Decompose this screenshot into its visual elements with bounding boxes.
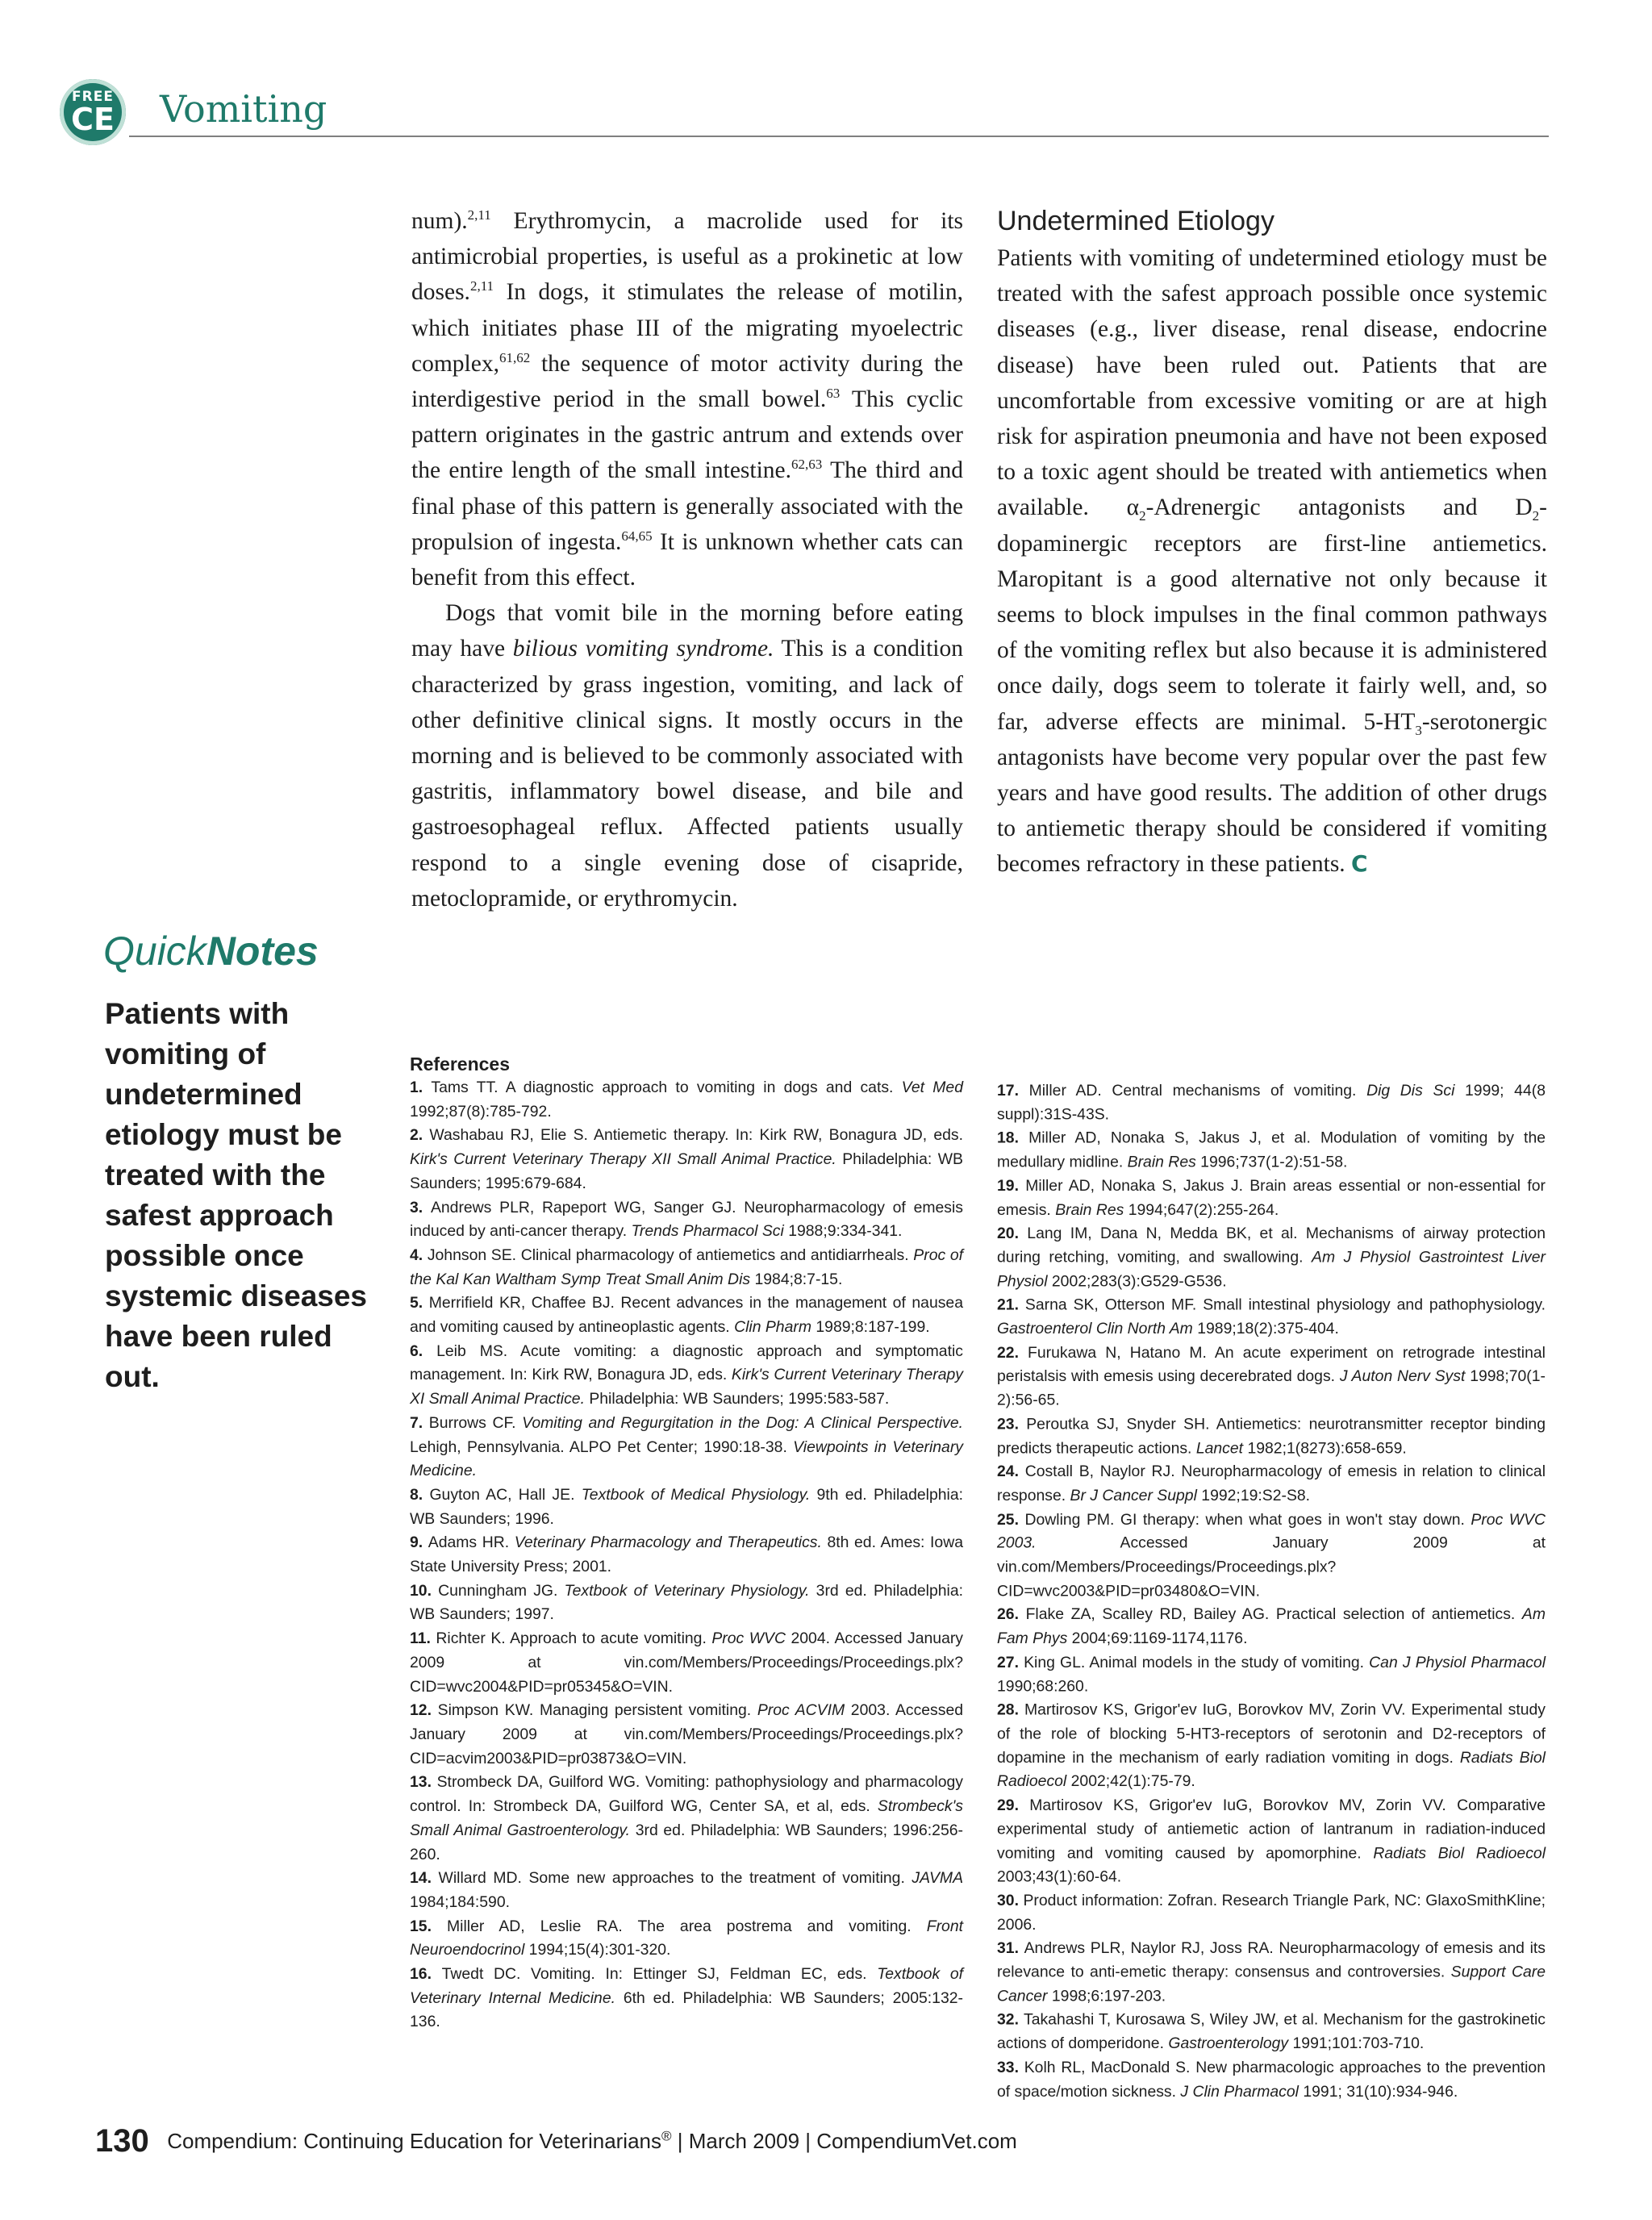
citation: 2,11 [467,207,491,223]
text-span: It is unknown whether cats can benefit from this effect. [411,528,963,591]
reference-text: Peroutka SJ, Snyder SH. Antiemetics: neurotransmitter receptor binding predicts therapeutic actions. [997,1415,1546,1457]
reference-text: 6th ed. Philadelphia: WB Saunders; 2005:132-136. [410,1988,963,2031]
text-span: -dopaminergic receptors are first-line antiemetics. Maropitant is a good alternative not only because it seems to block impulses in the final common pathways of the vomiting reflex but also because it is administered once daily, dogs seem to tolerate it fairly well, and, so far, adverse effects are minimal. 5-HT [997,494,1547,735]
reference-text: 1988;9:334-341. [783,1222,903,1241]
badge-free-label: FREE [72,88,114,105]
reference-source: Br J Cancer Suppl [1070,1487,1197,1504]
reference-source: Front Neuroendocrinol [410,1917,963,1959]
reference-text: Tams TT. A diagnostic approach to vomiting in dogs and cats. [431,1079,902,1096]
reference-item [997,1413,1546,1460]
page-number: 130 [95,2123,149,2159]
journal-name: Compendium: Continuing Education for Veterinarians [167,2129,662,2153]
reference-source: Textbook of Medical Physiology. [581,1485,811,1504]
quick-notes-title-b: Notes [206,928,319,974]
text-span: The third and final phase of this pattern is generally associated with the propulsion of ingesta. [411,457,963,555]
text-span: -Adrenergic antagonists and D [1145,494,1533,521]
reference-number: 20. [997,1225,1028,1243]
reference-text: Furukawa N, Hatano M. An acute experiment on retrograde intestinal peristalsis with emesis using decerebrated dogs. [997,1343,1546,1386]
reference-text: 1984;8:7-15. [750,1270,843,1288]
reference-number: 28. [997,1700,1024,1719]
reference-text: 3rd ed. Philadelphia: WB Saunders; 1996:256-260. [410,1821,963,1863]
reference-number: 9. [410,1534,428,1552]
reference-item [997,1509,1546,1604]
reference-source: Proc of the Kal Kan Waltham Symp Treat Small Anim Dis [410,1246,963,1288]
reference-number: 14. [410,1869,439,1888]
page-footer [95,2123,1017,2159]
reference-number: 7. [410,1413,429,1432]
reference-number: 24. [997,1463,1025,1481]
paragraph-undetermined-etiology [997,240,1547,883]
reference-text: Willard MD. Some new approaches to the treatment of vomiting. [438,1869,912,1888]
reference-number: 31. [997,1939,1024,1958]
reference-source: Support Care Cancer [997,1963,1546,2005]
reference-text: Kolh RL, MacDonald S. New pharmacologic approaches to the prevention of space/motion sickness. [997,2058,1546,2101]
reference-item [410,1483,963,1531]
reference-number: 17. [997,1081,1029,1100]
text-span: -serotonergic antagonists have become very popular over the past few years and have good results. The addition of other drugs to antiemetic therapy should be considered if vomiting becomes refractory in these patients. [997,708,1547,878]
reference-source: Am Fam Phys [997,1605,1546,1648]
reference-source: Can J Physiol Pharmacol [1369,1653,1546,1671]
reference-source: Proc ACVIM [757,1701,845,1720]
reference-source: Clin Pharm [734,1318,811,1337]
reference-number: 15. [410,1917,448,1935]
header-divider [129,136,1549,137]
reference-source: Kirk's Current Veterinary Therapy XII Small Animal Practice. [410,1150,836,1169]
reference-text: Sarna SK, Otterson MF. Small intestinal physiology and pathophysiology. [1024,1296,1546,1314]
reference-text: Miller AD, Nonaka S, Jakus J, et al. Modulation of vomiting by the medullary midline. [997,1129,1546,1171]
text-span: Patients with vomiting of undetermined etiology must be treated with the safest approach possible once systemic diseases (e.g., liver disease, renal disease, endocrine disease) have been ruled out. Patients that are uncomfortable from excessive vomiting or are at high risk for aspiration pneumonia and have not been exposed to a toxic agent should be treated with antiemetics when available. [997,245,1547,521]
syndrome-term: bilious vomiting syndrome. [512,636,774,662]
reference-item [997,1079,1546,1127]
footer-date-site: | March 2009 | CompendiumVet.com [671,2129,1017,2153]
reference-number: 16. [410,1965,442,1984]
reference-item [410,1292,963,1339]
reference-source: Gastroenterol Clin North Am [997,1320,1193,1338]
citation: 64,65 [621,528,653,544]
reference-number: 21. [997,1296,1025,1314]
reference-text: 1991; 31(10):934-946. [1298,2082,1458,2101]
reference-item [997,1889,1546,1937]
reference-item [410,1124,963,1196]
reference-source: Textbook of Veterinary Physiology. [564,1581,810,1600]
reference-item [410,1244,963,1292]
reference-source: Dig Dis Sci [1366,1081,1455,1100]
reference-number: 11. [410,1630,436,1648]
citation: 61,62 [499,349,531,365]
reference-text: Dowling PM. GI therapy: when what goes in won't stay down. [1024,1510,1471,1529]
reference-item [410,1196,963,1244]
reference-source: Viewpoints in Veterinary Medicine. [410,1438,963,1480]
reference-source: Brain Res [1055,1200,1124,1219]
reference-item [997,2056,1546,2104]
reference-item [997,1651,1546,1699]
reference-text: Accessed January 2009 at vin.com/Members/Proceedings/Proceedings.plx?CID=wvc2003&PID=pr03480&O=VIN. [997,1534,1546,1600]
references-right-column [997,1079,1546,2104]
reference-text: Simpson KW. Managing persistent vomiting. [437,1701,757,1720]
reference-text: Burrows CF. [428,1413,523,1432]
reference-item [410,1963,963,2034]
reference-text: Martirosov KS, Grigor'ev IuG, Borovkov MV, Zorin VV. Comparative experimental study of antiemetic action of lantranum in radiation-induced vomiting and vomiting caused by apomorphine. [997,1796,1546,1862]
reference-text: 2003;43(1):60-64. [997,1867,1122,1886]
reference-text: 1992;87(8):785-792. [410,1102,552,1120]
reference-number: 3. [410,1198,431,1216]
reference-text: 2002;42(1):75-79. [1066,1772,1195,1791]
reference-text: Costall B, Naylor RJ. Neuropharmacology of emesis in relation to clinical response. [997,1463,1546,1504]
subscript: 2 [1139,508,1146,524]
reference-text: Leib MS. Acute vomiting: a diagnostic approach and symptomatic management. In: Kirk RW, Bonagura JD, eds. [410,1342,963,1384]
reference-source: Lancet [1195,1439,1244,1457]
reference-text: Philadelphia: WB Saunders; 1995:583-587. [584,1390,890,1408]
reference-text: 9th ed. Philadelphia: WB Saunders; 1996. [410,1485,963,1528]
reference-source: J Auton Nerv Syst [1339,1367,1466,1386]
reference-item [997,1294,1546,1342]
reference-source: Proc WVC 2003. [997,1510,1546,1553]
reference-source: Vet Med [901,1079,963,1096]
text-span: This is a condition characterized by grass ingestion, vomiting, and lack of other definitive clinical signs. It mostly occurs in the morning and is believed to be commonly associated with gastritis, inflammatory bowel disease, and bile and gastroesophageal reflux. Affected patients usually respond to a single evening dose of cisapride, metoclopramide, or erythromycin. [411,636,963,912]
badge-ce-label: CE [71,101,115,137]
quick-notes-text: Patients with vomiting of undetermined etiology must be treated with the safest approach possible once systemic diseases have been ruled out. [105,997,368,1393]
references-heading: References [410,1054,511,1075]
reference-text: Philadelphia: WB Saunders; 1995:679-684. [410,1150,963,1192]
reference-item [410,1915,963,1963]
reference-text: Andrews PLR, Naylor RJ, Joss RA. Neuropharmacology of emesis and its relevance to anti-emetic therapy: consensus and controversies. [997,1939,1546,1981]
reference-number: 13. [410,1773,437,1792]
references-left-column [410,1052,963,2034]
reference-text: Miller AD, Leslie RA. The area postrema and vomiting. [447,1917,927,1935]
reference-number: 10. [410,1581,439,1600]
reference-text: 2002;283(3):G529-G536. [1047,1272,1227,1291]
text-span: num). [411,208,468,234]
reference-text: 1989;8:187-199. [811,1318,930,1337]
reference-text: Washabau RJ, Elie S. Antiemetic therapy. In: Kirk RW, Bonagura JD, eds. [429,1126,963,1145]
reference-item [410,1340,963,1412]
right-text-column [997,203,1547,883]
reference-number: 1. [410,1079,432,1096]
reference-item [410,1531,963,1579]
reference-item [410,1412,963,1483]
reference-text: Product information: Zofran. Research Triangle Park, NC: GlaxoSmithKline; 2006. [997,1892,1546,1934]
reference-text: Lehigh, Pennsylvania. ALPO Pet Center; 1990:18-38. [410,1438,794,1456]
reference-text: 1999; 44(8 suppl):31S-43S. [997,1081,1546,1124]
reference-text: 8th ed. Ames: Iowa State University Press; 2001. [410,1534,963,1576]
reference-item [997,1342,1546,1413]
end-of-article-mark: C [1351,850,1368,878]
reference-number: 26. [997,1605,1026,1624]
reference-text: 2004. Accessed January 2009 at vin.com/Members/Proceedings/Proceedings.plx?CID=wvc2004&PID=pr05345&O=VIN. [410,1630,964,1696]
reference-number: 19. [997,1177,1026,1195]
section-heading: Undetermined Etiology [997,206,1274,236]
reference-text: 1998;6:197-203. [1047,1987,1166,2005]
subscript: 3 [1415,722,1422,738]
reference-item [997,1699,1546,1794]
reference-number: 30. [997,1892,1024,1910]
left-text-column [411,203,963,916]
reference-text: Adams HR. [428,1534,515,1552]
reference-text: 1991;101:703-710. [1288,2034,1425,2053]
reference-source: Strombeck's Small Animal Gastroenterology. [410,1797,963,1839]
reference-source: Proc WVC [711,1630,786,1648]
reference-text: Cunningham JG. [438,1581,565,1600]
reference-source: Am J Physiol Gastrointest Liver Physiol [997,1248,1546,1291]
reference-number: 27. [997,1653,1024,1671]
reference-source: Trends Pharmacol Sci [631,1222,784,1241]
reference-text: 1998;70(1-2):56-65. [997,1367,1546,1409]
registered-mark: ® [661,2128,672,2144]
reference-item [997,1127,1546,1175]
reference-text: 2003. Accessed January 2009 at vin.com/Members/Proceedings/Proceedings.plx?CID=acvim2003&PID=pr03873&O=VIN. [410,1701,964,1767]
reference-text: 3rd ed. Philadelphia: WB Saunders; 1997. [410,1581,963,1624]
reference-item [997,1175,1546,1222]
reference-number: 25. [997,1510,1025,1529]
text-span: This cyclic pattern originates in the gastric antrum and extends over the entire length of the small intestine. [411,386,963,484]
reference-text: Miller AD, Nonaka S, Jakus J. Brain areas essential or non-essential for emesis. [997,1177,1546,1219]
subscript: 2 [1532,508,1540,524]
text-span: Erythromycin, a macrolide used for its antimicrobial properties, is useful as a prokinetic at low doses. [411,208,963,306]
reference-item [410,1867,963,1914]
reference-source: Vomiting and Regurgitation in the Dog: A Clinical Perspective. [522,1413,963,1432]
reference-number: 12. [410,1701,438,1720]
reference-number: 33. [997,2058,1024,2076]
reference-text: King GL. Animal models in the study of vomiting. [1024,1653,1370,1671]
reference-text: Strombeck DA, Guilford WG. Vomiting: pathophysiology and pharmacology control. In: Strombeck DA, Guilford WG, Center SA, et al, eds. [410,1773,963,1816]
reference-item [410,1627,963,1699]
reference-source: Kirk's Current Veterinary Therapy XI Small Animal Practice. [410,1366,963,1408]
reference-text: 1994;647(2):255-264. [1124,1200,1279,1219]
reference-number: 23. [997,1415,1027,1433]
section-title: Vomiting [160,87,327,131]
citation: 63 [826,386,841,402]
reference-text: Martirosov KS, Grigor'ev IuG, Borovkov MV, Zorin VV. Experimental study of the role of blocking 5-HT3-receptors of serotonin and D2-receptors of dopamine in the mechanism of early radiation vomiting in dogs. [997,1700,1546,1767]
reference-number: 5. [410,1294,429,1312]
reference-text: Miller AD. Central mechanisms of vomiting. [1028,1081,1367,1100]
alpha-symbol: α [1126,494,1140,521]
reference-number: 4. [410,1246,428,1264]
reference-text: Flake ZA, Scalley RD, Bailey AG. Practical selection of antiemetics. [1025,1605,1522,1624]
reference-text: 1996;737(1-2):51-58. [1195,1153,1348,1171]
reference-number: 8. [410,1485,430,1504]
reference-text: Guyton AC, Hall JE. [429,1485,582,1504]
footer-info [167,2129,1017,2153]
reference-text: 1989;18(2):375-404. [1192,1320,1339,1338]
reference-item [410,1579,963,1627]
paragraph-erythromycin [411,203,963,595]
text-span: In dogs, it stimulates the release of motilin, which initiates phase III of the migrating myoelectric complex, [411,279,963,377]
quick-notes-title-a: Quick [103,928,206,974]
citation: 2,11 [469,278,494,294]
reference-source: JAVMA [912,1869,963,1888]
reference-text: 2004;69:1169-1174,1176. [1067,1630,1248,1648]
reference-text: Andrews PLR, Rapeport WG, Sanger GJ. Neuropharmacology of emesis induced by anti-cancer therapy. [410,1198,963,1241]
reference-source: Radiats Biol Radioecol [1373,1844,1546,1862]
reference-source: J Clin Pharmacol [1180,2082,1299,2101]
free-ce-badge [60,79,126,145]
quick-notes-title [103,928,319,974]
text-span: the sequence of motor activity during the interdigestive period in the small bowel. [411,350,963,413]
reference-source: Veterinary Pharmacology and Therapeutics. [514,1534,822,1552]
reference-number: 22. [997,1343,1028,1362]
reference-text: Richter K. Approach to acute vomiting. [436,1630,712,1648]
reference-number: 6. [410,1342,437,1360]
reference-text: 1990;68:260. [997,1677,1089,1696]
reference-number: 29. [997,1796,1030,1814]
reference-source: Brain Res [1127,1153,1196,1171]
reference-item [997,1794,1546,1889]
reference-item [997,1604,1546,1651]
reference-number: 18. [997,1129,1029,1147]
paragraph-bilious-vomiting [411,595,963,916]
reference-number: 2. [410,1126,430,1145]
reference-source: Textbook of Veterinary Internal Medicine. [410,1965,963,2007]
text-span: Dogs that vomit bile in the morning before eating may have [411,600,963,662]
reference-text: Merrifield KR, Chaffee BJ. Recent advances in the management of nausea and vomiting caused by antineoplastic agents. [410,1294,963,1337]
reference-item [997,1222,1546,1294]
reference-text: 1994;15(4):301-320. [524,1941,671,1959]
reference-text: 1984;184:590. [410,1892,511,1911]
reference-text: 1992;19:S2-S8. [1196,1487,1311,1504]
reference-text: Johnson SE. Clinical pharmacology of antiemetics and antidiarrheals. [427,1246,914,1264]
reference-item [410,1699,963,1771]
citation: 62,63 [791,457,823,473]
reference-source: Radiats Biol Radioecol [997,1748,1546,1791]
reference-item [997,1461,1546,1509]
reference-item [410,1771,963,1867]
reference-item [997,1937,1546,2009]
reference-text: 1982;1(8273):658-659. [1243,1439,1407,1457]
reference-item [410,1076,963,1124]
reference-number: 32. [997,2010,1024,2029]
reference-text: Lang IM, Dana N, Medda BK, et al. Mechanisms of airway protection during retching, vomiting, and swallowing. [997,1225,1546,1266]
reference-source: Gastroenterology [1168,2034,1289,2053]
reference-text: Twedt DC. Vomiting. In: Ettinger SJ, Feldman EC, eds. [441,1965,878,1984]
reference-text: Takahashi T, Kurosawa S, Wiley JW, et al. Mechanism for the gastrokinetic actions of domperidone. [997,2010,1546,2053]
reference-item [997,2009,1546,2056]
